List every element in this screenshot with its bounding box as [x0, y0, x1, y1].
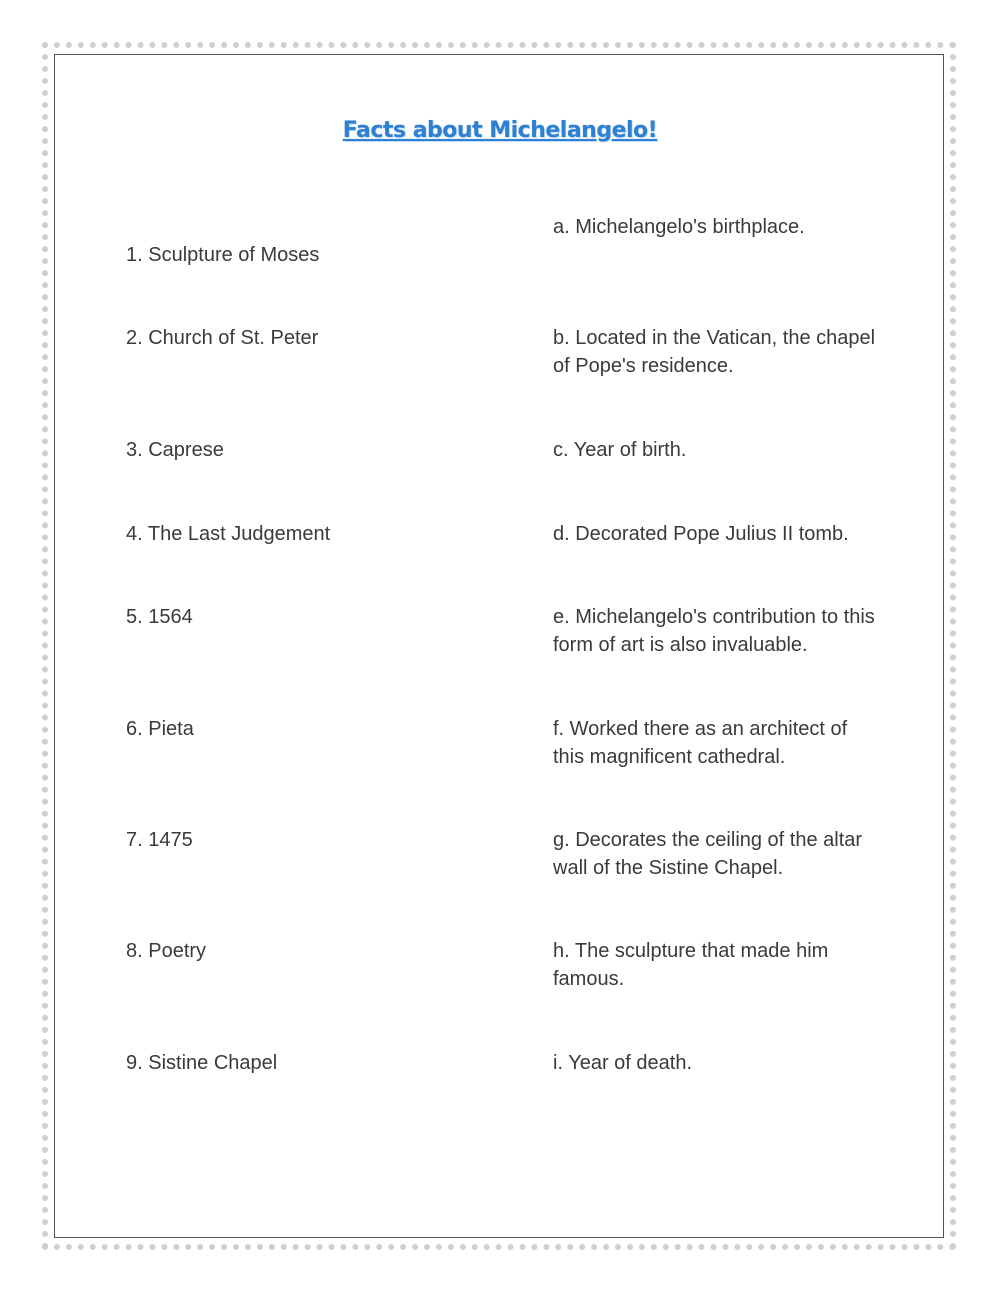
right-item-g: g. Decorates the ceiling of the altar wall of the Sistine Chapel. — [553, 829, 863, 879]
left-item-3: 3. Caprese — [126, 439, 224, 461]
right-item-h: h. The sculpture that made him famous. — [553, 940, 829, 990]
left-item-2: 2. Church of St. Peter — [126, 327, 319, 349]
left-item-1: 1. Sculpture of Moses — [126, 244, 320, 266]
right-item-b: b. Located in the Vatican, the chapel of Pope's residence. — [553, 327, 876, 377]
right-item-i: i. Year of death. — [553, 1052, 693, 1074]
right-item-a: a. Michelangelo's birthplace. — [553, 216, 805, 238]
worksheet-title: Facts about Michelangelo! — [342, 118, 658, 143]
right-item-c: c. Year of birth. — [553, 439, 687, 461]
left-item-4: 4. The Last Judgement — [126, 523, 331, 545]
right-item-f: f. Worked there as an architect of this magnificent cathedral. — [553, 718, 848, 768]
left-item-9: 9. Sistine Chapel — [126, 1052, 278, 1074]
left-item-8: 8. Poetry — [126, 940, 207, 962]
left-item-7: 7. 1475 — [126, 829, 193, 851]
left-item-5: 5. 1564 — [126, 606, 193, 628]
right-item-d: d. Decorated Pope Julius II tomb. — [553, 523, 849, 545]
right-item-e: e. Michelangelo's contribution to this form of art is also invaluable. — [553, 606, 875, 656]
left-item-6: 6. Pieta — [126, 718, 194, 740]
